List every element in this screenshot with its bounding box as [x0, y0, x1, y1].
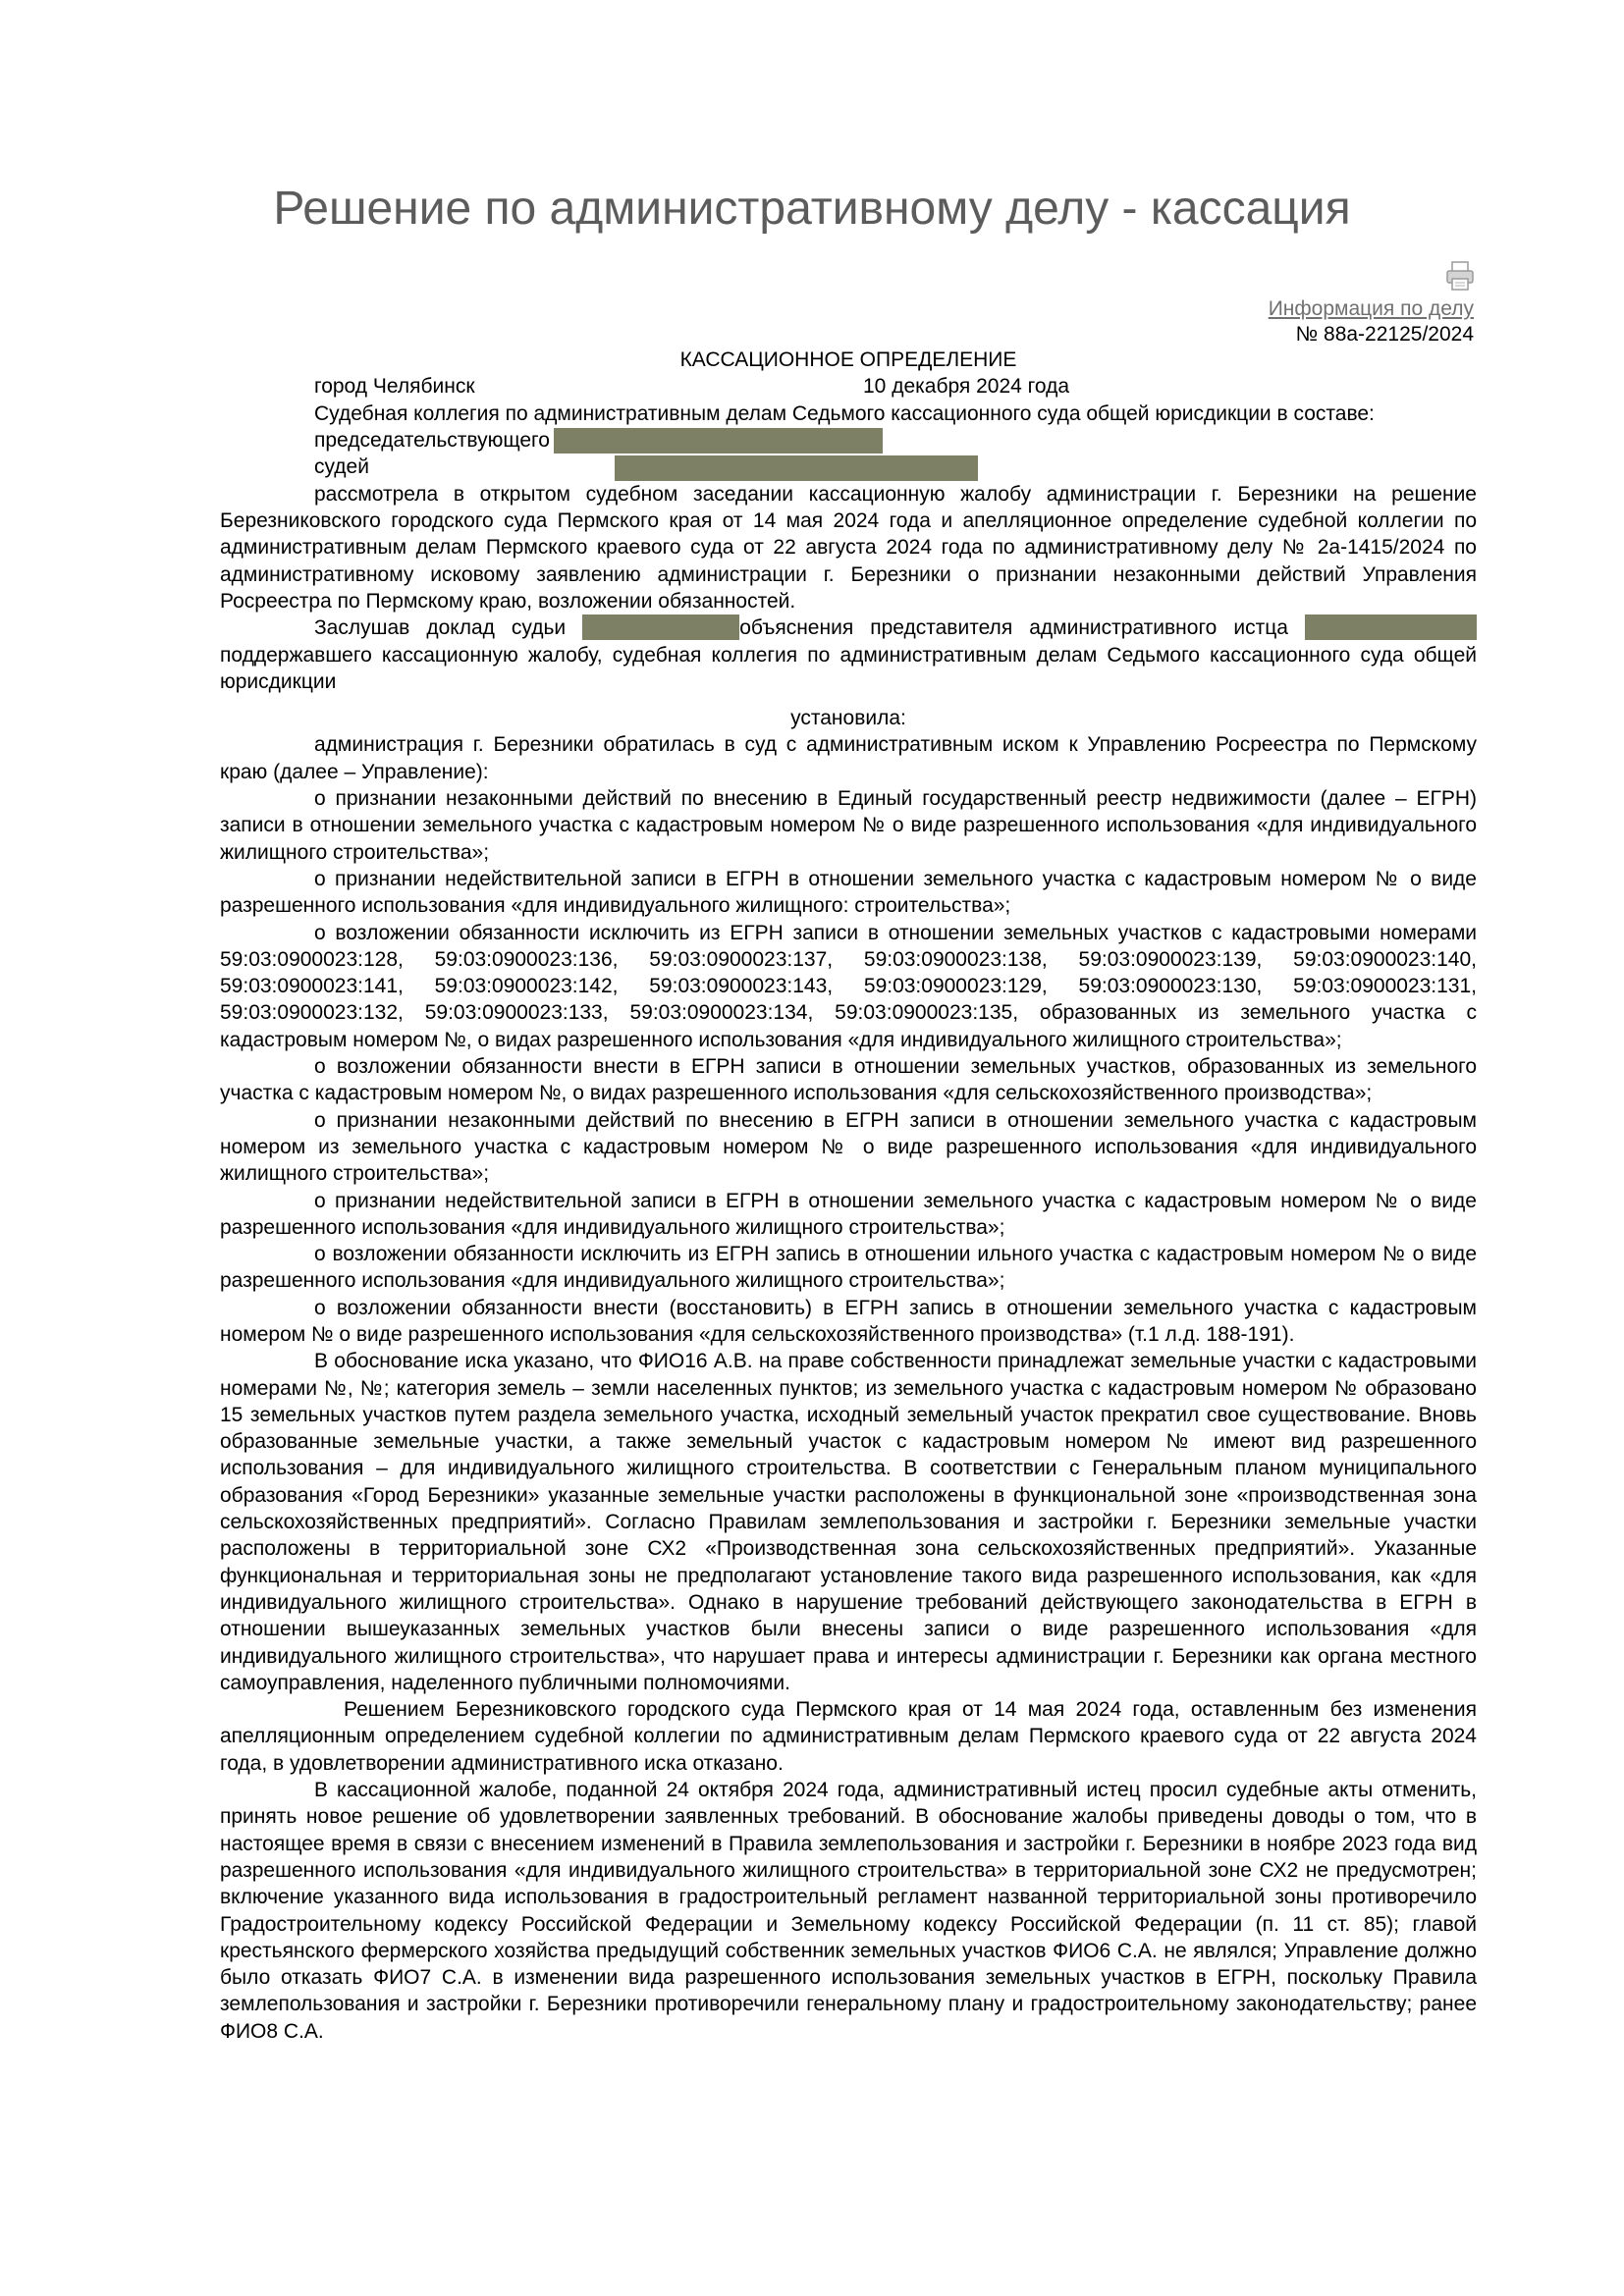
- paragraph: о возложении обязанности исключить из ЕГРН запись в отношении ильного участка с кадастровым номером № о виде разрешенного использования «для индивидуального жилищного строительства»;: [220, 1243, 1477, 1293]
- decision-date: 10 декабря 2024 года: [863, 375, 1070, 399]
- paragraph: о возложении обязанности внести (восстановить) в ЕГРН запись в отношении земельного участка с кадастровым номером № о виде разрешенного использования «для сельскохозяйственного производства» (т.1 л.д. 188-191).: [220, 1296, 1477, 1346]
- case-number: № 88а-22125/2024: [1295, 323, 1474, 346]
- paragraph: о возложении обязанности внести в ЕГРН записи в отношении земельных участков, образованных из земельного участка с кадастровым номером №, о видах разрешенного использования «для сельскохозяйственного производства»;: [220, 1055, 1477, 1105]
- paragraph: о признании незаконными действий по внесению в Единый государственный реестр недвижимости (далее – ЕГРН) записи в отношении земельного участка с кадастровым номером № о виде разрешенного использования «для индивидуального жилищного строительства»;: [220, 787, 1477, 864]
- paragraph: В кассационной жалобе, поданной 24 октября 2024 года, административный истец просил судебные акты отменить, принять новое решение об удовлетворении заявленных требований. В обоснование жалобы приведены доводы о том, что в настоящее время в связи с внесением изменений в Правила землепользования и застройки г. Березники в ноябре 2023 года вид разрешенного использования «для индивидуального жилищного строительства» в территориальной зоне СХ2 не предусмотрен; включение указанного вида использования в градостроительный регламент названной территориальной зоны противоречило Градостроительному кодексу Российской Федерации и Земельному кодексу Российской Федерации (п. 11 ст. 85); главой крестьянского фермерского хозяйства предыдущий собственник земельных участков ФИО6 С.А. не являлся; Управление должно было отказать ФИО7 С.А. в изменении вида разрешенного использования земельных участков в ЕГРН, поскольку Правила землепользования и застройки г. Березники противоречили генеральному плану и градостроительному законодательству; ранее ФИО8 С.А.: [220, 1779, 1477, 2043]
- judges-row: [220, 454, 1477, 480]
- paragraph: о признании недействительной записи в ЕГРН в отношении земельного участка с кадастровым номером № о виде разрешенного использования «для индивидуального жилищного: строительства»;: [220, 867, 1477, 918]
- place-date-row: [220, 373, 1477, 400]
- chair-row: [220, 427, 1477, 454]
- redacted-block: [615, 455, 978, 481]
- heard-text-b: объяснения представителя административного истца: [739, 616, 1288, 640]
- paragraph: администрация г. Березники обратилась в суд с административным иском к Управлению Росреестра по Пермскому краю (далее – Управление):: [220, 733, 1477, 783]
- paragraph-considered: рассмотрела в открытом судебном заседании кассационную жалобу администрации г. Березники на решение Березниковского городского суда Пермского края от 14 мая 2024 года и апелляционное определение судебной коллегии по административным делам Пермского краевого суда от 22 августа 2024 года по административному делу № 2а-1415/2024 по административному исковому заявлению администрации г. Березники о признании незаконными действий Управления Росреестра по Пермскому краю, возложении обязанностей.: [220, 482, 1477, 613]
- heard-text-c: поддержавшего кассационную жалобу, судебная коллегия по административным делам Седьмого кассационного суда общей юрисдикции: [220, 643, 1477, 693]
- paragraph-collegium: Судебная коллегия по административным делам Седьмого кассационного суда общей юрисдикции в составе:: [314, 401, 1375, 425]
- heard-text-a: Заслушав доклад судьи: [314, 616, 567, 640]
- redacted-block: [554, 428, 883, 454]
- paragraph: Решением Березниковского городского суда Пермского края от 14 мая 2024 года, оставленным без изменения апелляционным определением судебной коллегии по административным делам Пермского краевого суда от 22 августа 2024 года, в удовлетворении административного иска отказано.: [220, 1698, 1477, 1775]
- redacted-block: [582, 614, 739, 640]
- paragraph: В обоснование иска указано, что ФИО16 А.В. на праве собственности принадлежат земельные участки с кадастровыми номерами №, №; категория земель – земли населенных пунктов; из земельного участка с кадастровым номером № образовано 15 земельных участков путем раздела земельного участка, исходный земельный участок прекратил свое существование. Вновь образованные земельные участки, а также земельный участок с кадастровым номером № имеют вид разрешенного использования – для индивидуального жилищного строительства. В соответствии с Генеральным планом муниципального образования «Город Березники» указанные земельные участки расположены в функциональной зоне «производственная зона сельскохозяйственных предприятий». Согласно Правилам землепользования и застройки г. Березники земельные участки расположены в территориальной зоне СХ2 «Производственная зона сельскохозяйственных предприятий». Указанные функциональная и территориальная зоны не предполагают установление такого вида разрешенного использования, как «для индивидуального жилищного строительства». Однако в нарушение требований действующего законодательства в ЕГРН в отношении вышеуказанных земельных участков были внесены записи о виде разрешенного использования «для индивидуального жилищного строительства», что нарушает права и интересы администрации г. Березники как органа местного самоуправления, наделенного публичными полномочиями.: [220, 1350, 1477, 1694]
- page-title: Решение по административному делу - кассация: [273, 183, 1351, 235]
- document-heading: КАССАЦИОННОЕ ОПРЕДЕЛЕНИЕ: [679, 348, 1017, 371]
- paragraph-heard: [220, 614, 1477, 695]
- paragraph: о возложении обязанности исключить из ЕГРН записи в отношении земельных участков с кадастровыми номерами 59:03:0900023:128, 59:03:0900023:136, 59:03:0900023:137, 59:03:0900023:138, 59:03:0900023:139, 59:03:0900023:140, 59:03:0900023:141, 59:03:0900023:142, 59:03:0900023:143, 59:03:0900023:129, 59:03:0900023:130, 59:03:0900023:131, 59:03:0900023:132, 59:03:0900023:133, 59:03:0900023:134, 59:03:0900023:135, образованных из земельного участка с кадастровым номером №, о видах разрешенного использования «для индивидуального жилищного строительства»;: [220, 921, 1477, 1051]
- case-info-link[interactable]: Информация по делу: [1268, 297, 1474, 320]
- judges-label: судей: [314, 455, 369, 479]
- established-heading: установила:: [790, 707, 906, 730]
- city: город Челябинск: [314, 375, 475, 399]
- printer-icon[interactable]: [1445, 260, 1475, 292]
- chair-label: председательствующего: [314, 428, 550, 452]
- paragraph: о признании незаконными действий по внесению в ЕГРН записи в отношении земельного участка с кадастровым номером из земельного участка с кадастровым номером № о виде разрешенного использования «для индивидуального жилищного строительства»;: [220, 1108, 1477, 1186]
- document-body: [220, 347, 1477, 2045]
- redacted-block: [1305, 614, 1477, 640]
- paragraph: о признании недействительной записи в ЕГРН в отношении земельного участка с кадастровым номером № о виде разрешенного использования «для индивидуального жилищного строительства»;: [220, 1189, 1477, 1239]
